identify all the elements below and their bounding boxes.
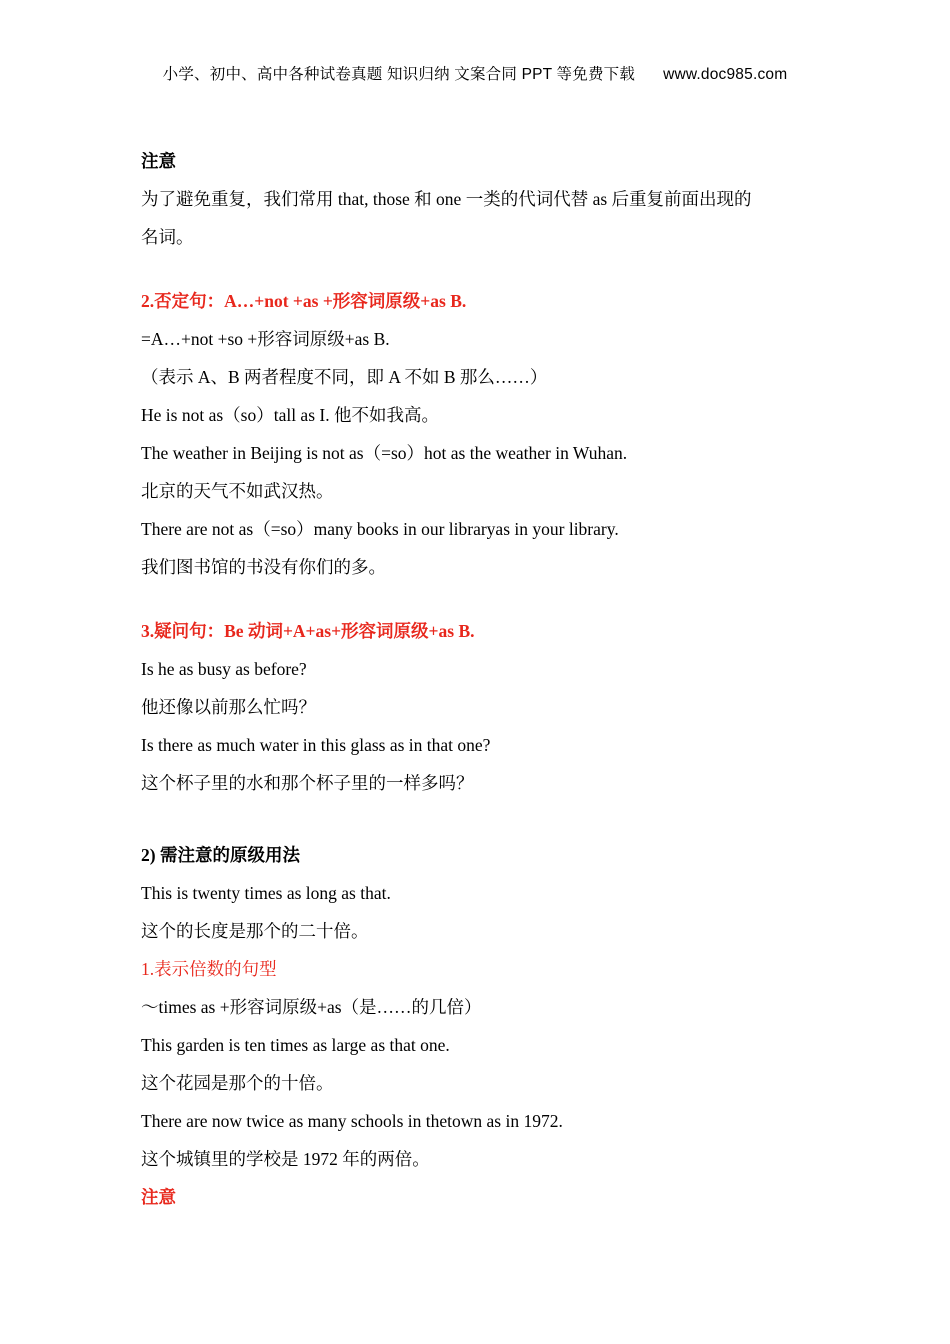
example-line: There are not as（=so）many books in our libraryas in your library. — [141, 519, 619, 539]
block-spacer — [141, 256, 831, 282]
pattern-line: ～times as +形容词原级+as（是……的几倍） — [141, 997, 482, 1017]
translation-line: 这个的长度是那个的二十倍。 — [141, 921, 369, 941]
header-site-url: www.doc985.com — [663, 66, 788, 83]
example-line: The weather in Beijing is not as（=so）hot as the weather in Wuhan. — [141, 443, 628, 463]
paragraph-line: 为了避免重复，我们常用 that, those 和 one 一类的代词代替 as 后重复前面出现的 — [141, 189, 752, 209]
section-heading-negative: 2.否定句：A…+not +as +形容词原级+as B. — [141, 291, 467, 311]
paragraph-line: （表示 A、B 两者程度不同，即 A 不如 B 那么……） — [141, 367, 548, 387]
document-body — [141, 142, 831, 1216]
paragraph-line: 名词。 — [141, 227, 194, 247]
section-heading-usage: 2) 需注意的原级用法 — [141, 845, 300, 865]
translation-line: 他还像以前那么忙吗？ — [141, 697, 316, 717]
page-header — [0, 62, 950, 84]
note-heading-2: 注意 — [141, 1187, 176, 1207]
header-promo-text: 小学、初中、高中各种试卷真题 知识归纳 文案合同 PPT 等免费下载 — [162, 66, 636, 83]
translation-line: 这个城镇里的学校是 1972 年的两倍。 — [141, 1149, 430, 1169]
translation-line: 这个杯子里的水和那个杯子里的一样多吗？ — [141, 773, 474, 793]
paragraph-line: =A…+not +so +形容词原级+as B. — [141, 329, 390, 349]
example-line: He is not as（so）tall as I. 他不如我高。 — [141, 405, 439, 425]
block-spacer — [141, 802, 831, 836]
translation-line: 这个花园是那个的十倍。 — [141, 1073, 334, 1093]
note-heading: 注意 — [141, 151, 176, 171]
example-line: This is twenty times as long as that. — [141, 883, 391, 903]
block-spacer — [141, 586, 831, 612]
section-heading-question: 3.疑问句：Be 动词+A+as+形容词原级+as B. — [141, 621, 475, 641]
example-line: Is he as busy as before? — [141, 659, 307, 679]
translation-line: 我们图书馆的书没有你们的多。 — [141, 557, 386, 577]
example-line: This garden is ten times as large as that one. — [141, 1035, 450, 1055]
subsection-heading-multiples: 1.表示倍数的句型 — [141, 959, 277, 979]
example-line: Is there as much water in this glass as in that one? — [141, 735, 491, 755]
translation-line: 北京的天气不如武汉热。 — [141, 481, 334, 501]
example-line: There are now twice as many schools in thetown as in 1972. — [141, 1111, 563, 1131]
